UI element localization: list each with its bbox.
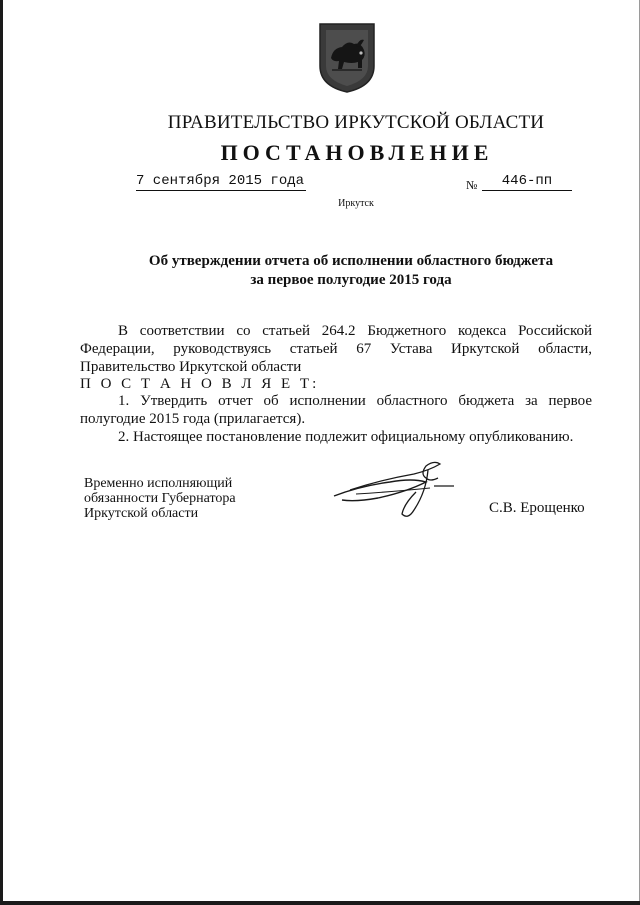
scan-border-left: [0, 0, 3, 905]
coat-of-arms-icon: [318, 22, 376, 94]
signer-title-line-3: Иркутской области: [84, 506, 199, 521]
document-city: Иркутск: [338, 198, 374, 209]
document-number-label: №: [466, 178, 478, 192]
decree-item-1: 1. Утвердить отчет об исполнении областного бюджета за первое полугодие 2015 года (прилагается).: [80, 393, 592, 427]
signer-title-line-2: обязанности Губернатора: [84, 491, 236, 506]
organization-name: ПРАВИТЕЛЬСТВО ИРКУТСКОЙ ОБЛАСТИ: [167, 112, 545, 133]
signer-title: [84, 476, 236, 521]
subject-line-1: Об утверждении отчета об исполнении областного бюджета: [148, 253, 554, 269]
signer-title-line-1: Временно исполняющий: [84, 476, 233, 491]
document-type: ПОСТАНОВЛЕНИЕ: [220, 140, 494, 165]
subject-line-2: за первое полугодие 2015 года: [250, 272, 452, 288]
document-date: 7 сентября 2015 года: [136, 173, 305, 189]
signer-name: С.В. Ерощенко: [489, 500, 585, 516]
scan-border-bottom: [0, 901, 640, 905]
document-number: 446-пп: [482, 173, 572, 191]
handwritten-signature-icon: [330, 452, 470, 524]
decree-item-2: 2. Настоящее постановление подлежит официальному опубликованию.: [118, 429, 574, 445]
preamble-paragraph: В соответствии со статьей 264.2 Бюджетного кодекса Российской Федерации, руководствуясь статьей 67 Устава Иркутской области, Правительство Иркутской области: [80, 323, 592, 375]
decree-word: П О С Т А Н О В Л Я Е Т:: [80, 376, 320, 392]
document-subject: [0, 252, 640, 290]
